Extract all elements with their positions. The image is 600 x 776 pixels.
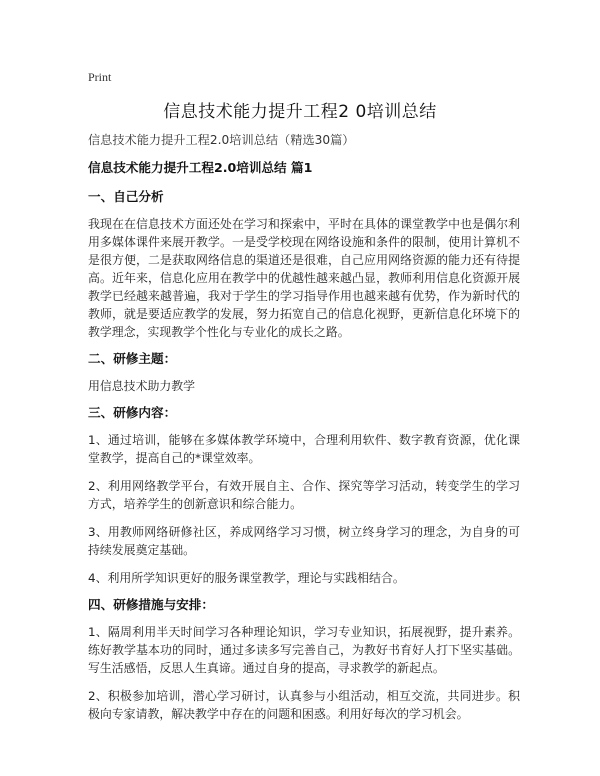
list-item: 1、通过培训，能够在多媒体教学环境中，合理利用软件、数字教育资源，优化课堂教学，提高自己的*课堂效率。 (88, 433, 520, 465)
list-item: 2、积极参加培训，潜心学习研讨，认真参与小组活动，相互交流，共同进步。积极向专家请教，解决教学中存在的问题和困惑。利用好每次的学习机会。 (88, 689, 520, 721)
section-paragraph: 我现在在信息技术方面还处在学习和探索中，平时在具体的课堂教学中也是偶尔利用多媒体课件来展开教学。一是受学校现在网络设施和条件的限制，使用计算机不是很方便，二是获取网络信息的渠道还是很难，自己应用网络资源的能力还有待提高。近年来，信息化应用在教学中的优越性越来越凸显，教师利用信息化资源开展教学已经越来越普遍，我对于学生的学习指导作用也越来越有优势，作为新时代的教师，就是要适应教学的发展，努力拓宽自己的信息化视野，更新信息化环境下的教学理念，实现教学个性化与专业化的成长之路。 (88, 217, 520, 339)
list-item: 3、用教师网络研修社区，养成网络学习习惯，树立终身学习的理念，为自身的可持续发展奠定基础。 (88, 525, 520, 557)
part-title: 信息技术能力提升工程2.0培训总结 篇1 (88, 160, 313, 175)
section-heading: 一、自己分析 (88, 189, 164, 204)
print-label: Print (88, 70, 112, 84)
document-body (88, 132, 520, 733)
section-heading: 二、研修主题： (88, 351, 177, 366)
section-heading: 三、研修内容： (88, 405, 177, 420)
document-subtitle: 信息技术能力提升工程2.0培训总结（精选30篇） (88, 133, 355, 147)
document-title: 信息技术能力提升工程2 0培训总结 (163, 102, 437, 122)
section-heading: 四、研修措施与安排： (88, 597, 214, 612)
list-item: 2、利用网络教学平台，有效开展自主、合作、探究等学习活动，转变学生的学习方式，培养学生的创新意识和综合能力。 (88, 479, 520, 511)
section-paragraph: 用信息技术助力教学 (88, 379, 196, 393)
list-item: 1、隔周利用半天时间学习各种理论知识，学习专业知识，拓展视野，提升素养。练好教学基本功的同时，通过多读多写完善自己，为教好书育好人打下坚实基础。写生活感悟，反思人生真谛。通过自身的提高，寻求教学的新起点。 (88, 625, 520, 675)
list-item: 4、利用所学知识更好的服务课堂教学，理论与实践相结合。 (88, 571, 405, 585)
